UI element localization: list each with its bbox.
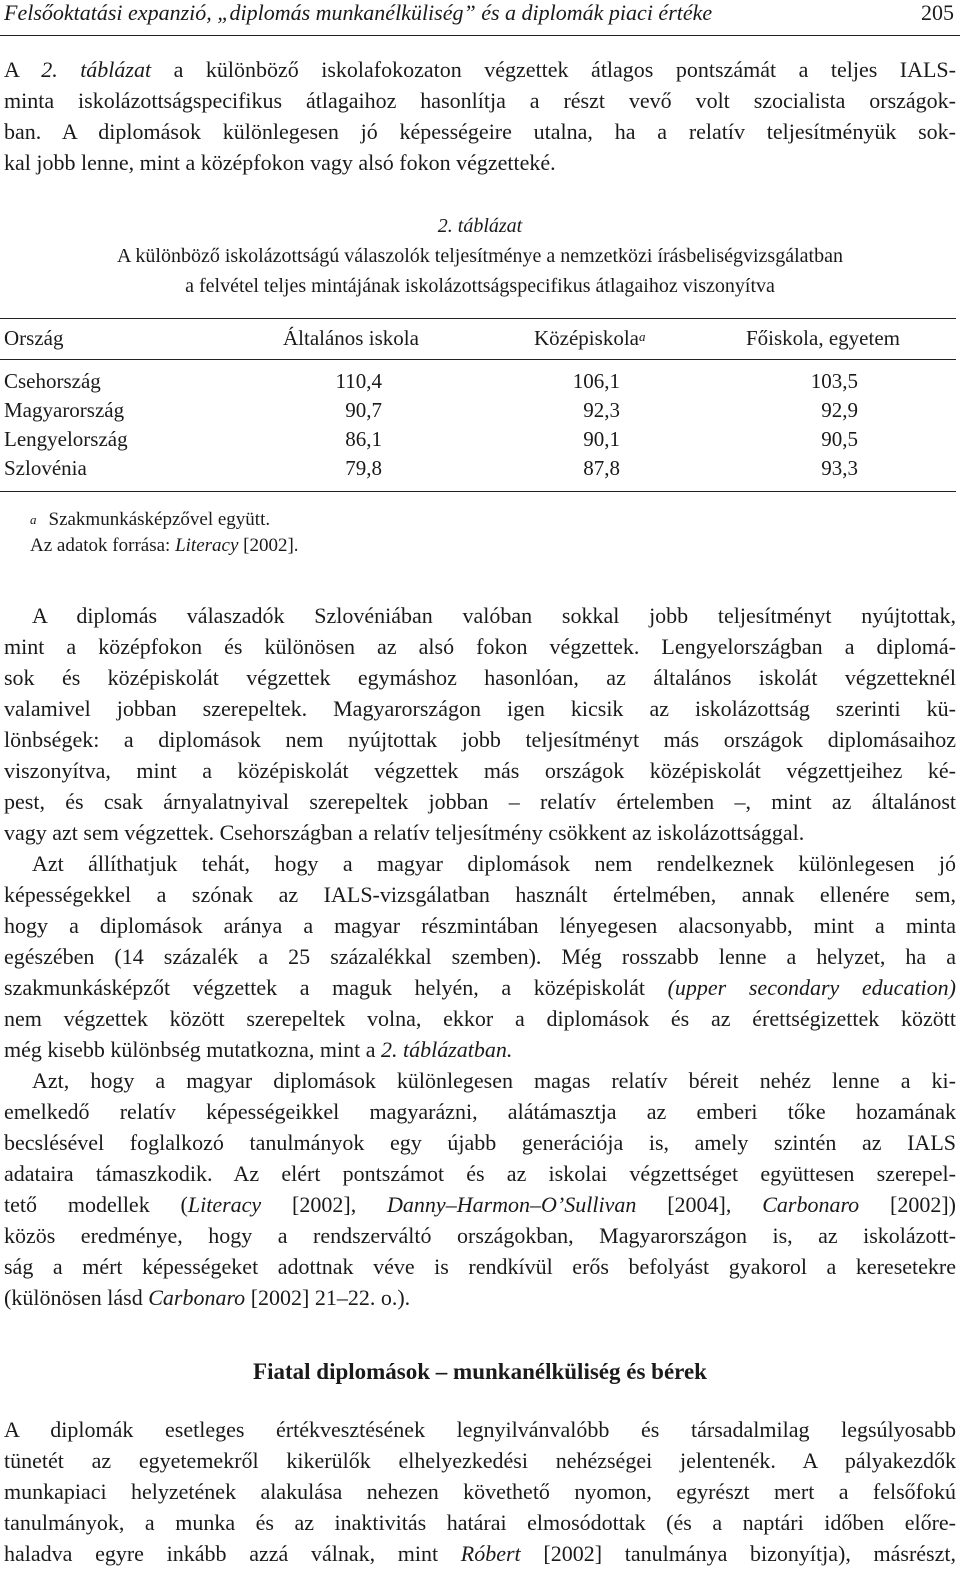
italic-reference: 2. táblázatban. [381, 1037, 513, 1062]
column-header-tertiary: Főiskola, egyetem [746, 326, 900, 350]
cell-country: Csehország [4, 369, 101, 393]
italic-reference: Literacy [187, 1192, 262, 1217]
table-footnote: $^a$ Szakmunkásképzővel együtt. [30, 509, 271, 530]
text-line [4, 1189, 956, 1220]
text-run: (különösen lásd [4, 1285, 149, 1310]
running-head-title: Felsőoktatási expanzió, „diplomás munkanélküliség” és a diplomák piaci értéke [4, 0, 713, 25]
text-line [4, 1003, 956, 1034]
text-run: tünetét az egyetemekről kikerülők elhelyezkedési nehézségei jelentenék. A pályakezdők [4, 1448, 956, 1473]
text-run: adataira támaszkodik. Az elért pontszámot és az iskolai végzettséget együttesen szerepel- [4, 1161, 956, 1186]
cell-country: Magyarország [4, 398, 125, 422]
running-head [4, 0, 954, 26]
text-line [4, 693, 956, 724]
text-run: még kisebb különbség mutatkozna, mint a [4, 1037, 381, 1062]
cell-primary: 86,1 [345, 427, 382, 451]
cell-primary: 90,7 [345, 398, 382, 422]
column-header-secondary: Középiskola$^a$ [534, 326, 646, 350]
cell-secondary: 106,1 [572, 369, 620, 393]
italic-reference: Carbonaro [762, 1192, 860, 1217]
column-header-primary: Általános iskola [283, 326, 419, 350]
text-run: Azt állíthatjuk tehát, hogy a magyar diplomások nem rendelkeznek különlegesen jó [32, 851, 956, 876]
text-line [4, 941, 956, 972]
text-run: haladva egyre inkább azzá válnak, mint [4, 1541, 461, 1566]
cell-primary: 110,4 [335, 369, 382, 393]
header-rule [0, 35, 960, 36]
text-run: becslésével foglalkozó tanulmányok egy újabb generációja is, amely szintén az IALS [4, 1130, 956, 1155]
text-line [4, 1158, 956, 1189]
text-run: sok és középiskolát végzettek egymáshoz hasonlóan, az általános iskolát végzetteknél [4, 665, 956, 690]
text-line [4, 1538, 956, 1569]
text-run: szakmunkásképzőt végzettek a maguk helyén, a középiskolát [4, 975, 668, 1000]
cell-primary: 79,8 [345, 456, 382, 480]
cell-secondary: 92,3 [583, 398, 620, 422]
italic-reference: Róbert [460, 1541, 521, 1566]
text-line [4, 1282, 956, 1313]
footnote-marker: a [638, 329, 646, 344]
text-run: egészében (14 százalék a 25 százalékkal szemben). Még rosszabb lenne a helyzet, ha a [4, 944, 956, 969]
text-line [32, 600, 956, 631]
italic-reference: (upper secondary education) [667, 975, 956, 1000]
text-run: [2002] tanulmánya bizonyítja), másrészt, [520, 1541, 956, 1566]
text-line [32, 1065, 956, 1096]
text-run: A diplomás válaszadók Szlovéniában valóban sokkal jobb teljesítményt nyújtottak, [32, 603, 956, 628]
cell-country: Lengyelország [4, 427, 128, 451]
text-line [4, 1445, 956, 1476]
text-line [4, 631, 956, 662]
intro-line: A 2. táblázat a különböző iskolafokozaton végzettek átlagos pontszámát a teljes IALS- [4, 57, 956, 82]
column-header-country: Ország [4, 326, 64, 350]
table-source: Az adatok forrása: Literacy [2002]. [30, 535, 299, 556]
text-run: Azt, hogy a magyar diplomások különlegesen magas relatív béreit nehéz lenne a ki- [32, 1068, 956, 1093]
text-line [4, 817, 956, 848]
page-number: 205 [921, 0, 954, 25]
text-run: képességekkel a szónak az IALS-vizsgálatban használt értelmében, annak ellenére sem, [4, 882, 956, 907]
text-line [4, 786, 956, 817]
cell-tertiary: 93,3 [821, 456, 858, 480]
text-run: emelkedő relatív képességeikkel magyarázni, alátámasztja az emberi tőke hozamának [4, 1099, 956, 1124]
text-line [4, 755, 956, 786]
text-run: ság a mért képességeket adottnak véve is rendkívül erős befolyást gyakorol a keresetekre [4, 1254, 956, 1279]
text-line [4, 1034, 956, 1065]
italic-reference: Danny–Harmon–O’Sullivan [387, 1192, 637, 1217]
text-run: [2002]) [859, 1192, 957, 1217]
cell-tertiary: 90,5 [821, 427, 858, 451]
text-line [4, 1127, 956, 1158]
intro-line: ban. A diplomások különlegesen jó képességeire utalna, ha a relatív teljesítményük sok- [4, 119, 956, 144]
text-line [4, 662, 956, 693]
table-caption-number: 2. táblázat [437, 215, 523, 237]
text-run: vagy azt sem végzettek. Csehországban a relatív teljesítmény csökkent az iskolázottsággal. [4, 820, 805, 845]
text-line [4, 972, 956, 1003]
table-header-rule [0, 359, 956, 360]
text-line [4, 879, 956, 910]
footnote-marker: a [30, 512, 37, 527]
text-run: lönbségek: a diplomások nem nyújtottak jobb teljesítményt más országok diplomásaihoz [4, 727, 956, 752]
text-line [32, 848, 956, 879]
cell-tertiary: 92,9 [821, 398, 858, 422]
cell-secondary: 87,8 [583, 456, 620, 480]
text-run: [2002] 21–22. o.). [245, 1285, 411, 1310]
text-line [4, 1096, 956, 1127]
text-run: hogy a diplomások aránya a magyar részmintában lényegesen alacsonyabb, mint a minta [4, 913, 956, 938]
text-run: munkapiaci helyzetének alakulása nehezen követhető nyomon, egyrészt mert a felsőfokú [4, 1479, 956, 1504]
table-bottom-rule [0, 491, 956, 492]
text-run: tető modellek ( [4, 1192, 188, 1217]
cell-secondary: 90,1 [583, 427, 620, 451]
text-run: [2002], [261, 1192, 388, 1217]
cell-country: Szlovénia [4, 456, 87, 480]
text-run: viszonyítva, mint a középiskolát végzettek más országok középiskolát végzettjeihez ké- [4, 758, 956, 783]
text-line [4, 1414, 956, 1445]
text-line [4, 910, 956, 941]
table-caption-line: a felvétel teljes mintájának iskolázottságspecifikus átlagaihoz viszonyítva [185, 275, 775, 297]
text-line [4, 1220, 956, 1251]
text-run: mint a középfokon és különösen az alsó fokon végzettek. Lengyelországban a diplomá- [4, 634, 956, 659]
text-run: A diplomák esetleges értékvesztésének legnyilvánvalóbb és társadalmilag legsúlyosabb [4, 1417, 956, 1442]
text-line [4, 724, 956, 755]
text-run: [2004], [636, 1192, 763, 1217]
table-reference[interactable]: 2. táblázat [41, 57, 152, 82]
table-caption-line: A különböző iskolázottságú válaszolók teljesítménye a nemzetközi írásbeliségvizsgálatban [117, 245, 843, 267]
intro-line: kal jobb lenne, mint a középfokon vagy alsó fokon végzetteké. [4, 150, 556, 175]
text-line [4, 1476, 956, 1507]
italic-reference: Carbonaro [148, 1285, 246, 1310]
text-run: nem végzettek között szerepeltek volna, ekkor a diplomások és az érettségizettek között [4, 1006, 956, 1031]
intro-line: minta iskolázottságspecifikus átlagaihoz hasonlítja a részt vevő volt szocialista országok- [4, 88, 956, 113]
text-run: valamivel jobban szerepeltek. Magyarországon igen kicsik az iskolázottság szerinti kü- [4, 696, 956, 721]
text-line [4, 1251, 956, 1282]
table-top-rule [0, 318, 956, 319]
text-run: pest, és csak árnyalatnyival szerepeltek jobban – relatív értelemben –, mint az általánost [4, 789, 956, 814]
text-run: tanulmányok, a munka és az inaktivitás határai elmosódottak (és a naptári időben előre- [4, 1510, 956, 1535]
section-heading: Fiatal diplomások – munkanélküliség és bérek [253, 1359, 707, 1384]
text-line [4, 1507, 956, 1538]
text-run: közös eredménye, hogy a rendszerváltó országokban, Magyarországon is, az iskolázott- [4, 1223, 956, 1248]
cell-tertiary: 103,5 [810, 369, 858, 393]
